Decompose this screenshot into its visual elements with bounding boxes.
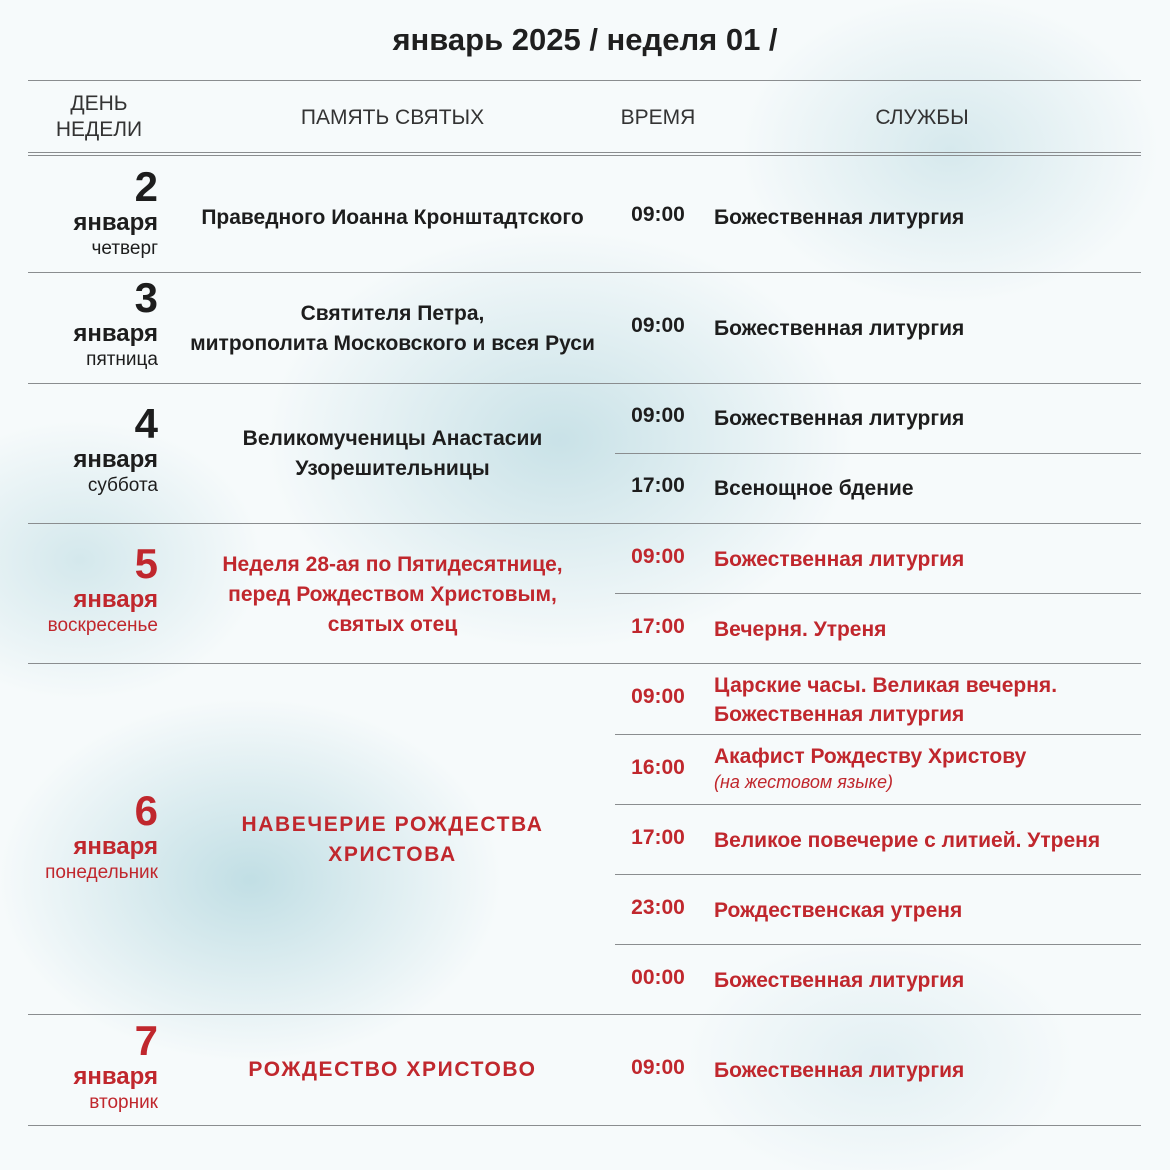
service-divider [615, 593, 1141, 594]
day-5-date [28, 540, 158, 637]
day-number: 2 [134, 163, 158, 210]
service-name [714, 742, 1134, 793]
column-header-day-line2: НЕДЕЛИ [55, 118, 143, 141]
service-time: 09:00 [631, 314, 685, 337]
day-7-saint [170, 1055, 615, 1085]
service-name: Божественная литургия [714, 407, 965, 430]
header-bottom-rule [28, 152, 1141, 156]
service-name: Божественная литургия [714, 1059, 965, 1082]
day-7-date [28, 1017, 158, 1114]
service-time: 17:00 [631, 474, 685, 497]
service-time: 09:00 [631, 1056, 685, 1079]
saint-line: Праведного Иоанна Кронштадтского [201, 206, 584, 229]
day-number: 4 [134, 400, 158, 447]
saint-line: Святителя Петра, [300, 302, 485, 325]
service-time: 09:00 [631, 203, 685, 226]
day-weekday: воскресенье [47, 615, 158, 636]
service-note: (на жестовом языке) [714, 772, 893, 792]
service-time: 09:00 [631, 545, 685, 568]
day-month: января [73, 586, 158, 613]
service-divider [615, 874, 1141, 875]
day-month: января [73, 320, 158, 347]
day-number: 6 [134, 787, 158, 834]
service-name: Божественная литургия [714, 548, 965, 571]
row-divider [28, 1014, 1141, 1015]
day-month: января [73, 1063, 158, 1090]
service-name-line: Акафист Рождеству Христову [714, 745, 1027, 768]
day-weekday: понедельник [45, 862, 158, 883]
saint-line: святых отец [327, 613, 458, 636]
row-divider [28, 383, 1141, 384]
service-time: 16:00 [631, 756, 685, 779]
day-month: января [73, 833, 158, 860]
service-time: 17:00 [631, 826, 685, 849]
saint-line: Неделя 28-ая по Пятидесятнице, [222, 553, 563, 576]
service-divider [615, 453, 1141, 454]
service-divider [615, 734, 1141, 735]
saint-line: Великомученицы Анастасии [242, 427, 543, 450]
day-6-saint [170, 810, 615, 870]
day-number: 3 [134, 274, 158, 321]
service-name: Вечерня. Утреня [714, 618, 887, 641]
day-3-saint [170, 299, 615, 359]
service-time: 00:00 [631, 966, 685, 989]
service-name [714, 671, 1134, 729]
service-name: Рождественская утреня [714, 899, 963, 922]
column-header-time: ВРЕМЯ [620, 106, 696, 129]
column-header-day-line1: ДЕНЬ [70, 92, 128, 115]
service-name-line: Божественная литургия [714, 703, 965, 726]
service-divider [615, 804, 1141, 805]
service-time: 17:00 [631, 615, 685, 638]
saint-line: РОЖДЕСТВО ХРИСТОВО [248, 1058, 537, 1081]
day-weekday: четверг [91, 238, 158, 259]
saint-line: митрополита Московского и всея Руси [190, 332, 595, 355]
service-name: Великое повечерие с литией. Утреня [714, 829, 1101, 852]
column-header-services: СЛУЖБЫ [875, 106, 969, 129]
day-2-saint [170, 203, 615, 233]
day-5-saint [170, 550, 615, 640]
day-4-date [28, 400, 158, 497]
header-top-rule [28, 80, 1141, 81]
day-number: 7 [134, 1017, 158, 1064]
day-number: 5 [134, 540, 158, 587]
row-divider [28, 523, 1141, 524]
day-weekday: суббота [87, 475, 158, 496]
day-month: января [73, 446, 158, 473]
saint-line: Узорешительницы [295, 457, 490, 480]
saint-line: НАВЕЧЕРИЕ РОЖДЕСТВА [241, 813, 544, 836]
day-3-date [28, 274, 158, 371]
service-name: Всенощное бдение [714, 477, 914, 500]
service-time: 23:00 [631, 896, 685, 919]
saint-line: перед Рождеством Христовым, [228, 583, 557, 606]
service-name-line: Царские часы. Великая вечерня. [714, 674, 1058, 697]
service-divider [615, 944, 1141, 945]
day-weekday: вторник [89, 1092, 158, 1113]
day-month: января [73, 209, 158, 236]
row-divider [28, 663, 1141, 664]
day-4-saint [170, 424, 615, 484]
column-header-day [28, 91, 170, 143]
saint-line: ХРИСТОВА [328, 843, 457, 866]
table-bottom-rule [28, 1125, 1141, 1126]
service-name: Божественная литургия [714, 969, 965, 992]
service-time: 09:00 [631, 685, 685, 708]
day-6-date [28, 787, 158, 884]
day-2-date [28, 163, 158, 260]
page-title: январь 2025 / неделя 01 / [392, 22, 778, 57]
column-header-saints: ПАМЯТЬ СВЯТЫХ [300, 106, 485, 129]
row-divider [28, 272, 1141, 273]
service-name: Божественная литургия [714, 206, 965, 229]
day-weekday: пятница [86, 349, 158, 370]
service-name: Божественная литургия [714, 317, 965, 340]
service-time: 09:00 [631, 404, 685, 427]
